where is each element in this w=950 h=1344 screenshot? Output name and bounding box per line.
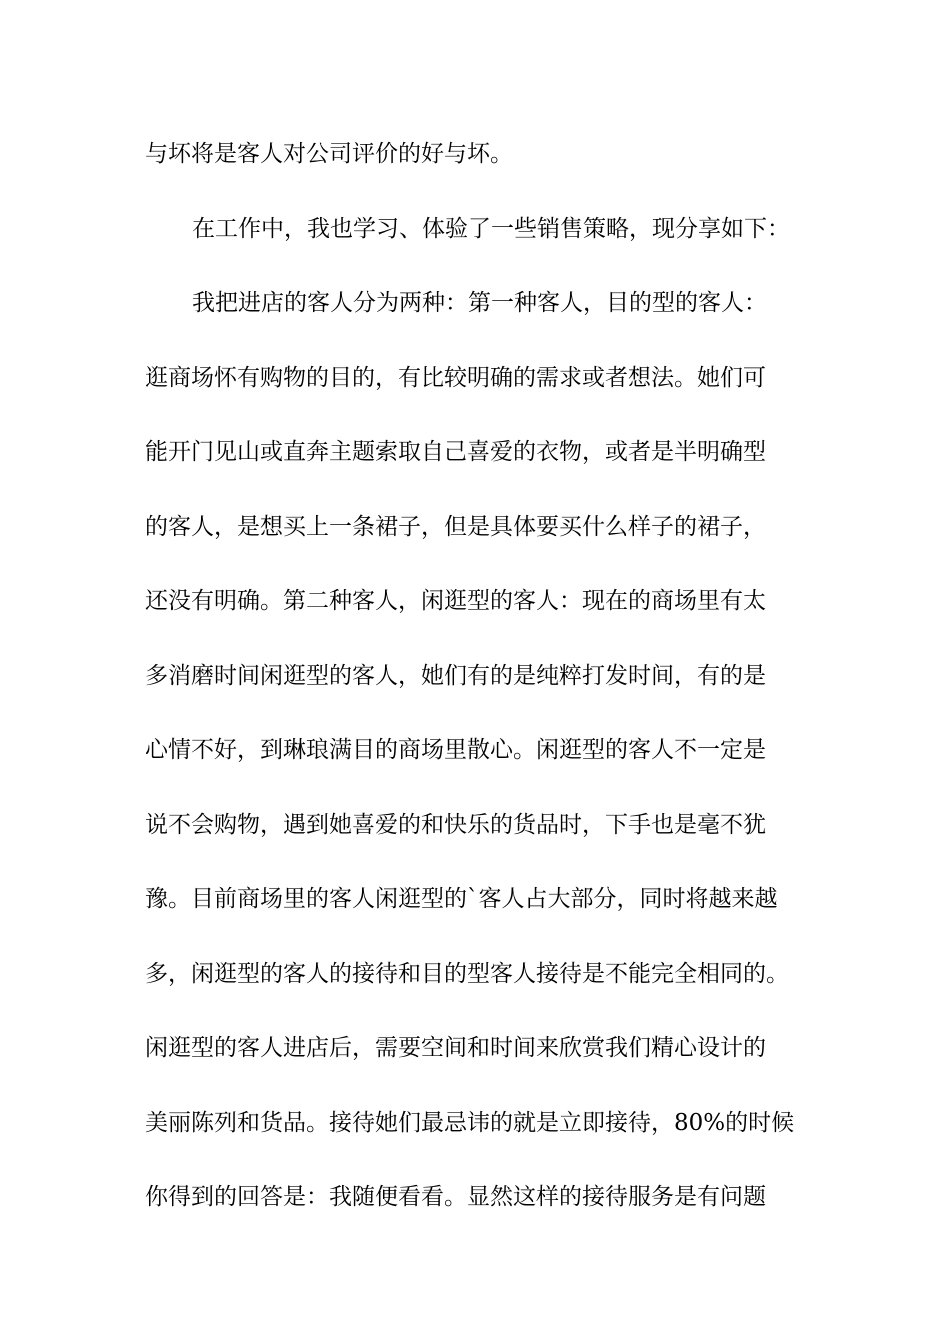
text-line-13: 闲逛型的客人进店后，需要空间和时间来欣赏我们精心设计的 (145, 1035, 766, 1061)
text-line-12: 多，闲逛型的客人的接待和目的型客人接待是不能完全相同的。 (145, 960, 789, 987)
body-text (145, 130, 825, 1248)
text-line-9: 心情不好，到琳琅满目的商场里散心。闲逛型的客人不一定是 (145, 737, 766, 763)
text-line-5: 能开门见山或直奔主题索取自己喜爱的衣物，或者是半明确型 (145, 439, 766, 465)
paragraph-line-2: 在工作中，我也学习、体验了一些销售策略，现分享如下： (192, 215, 790, 242)
text-line-11: 豫。目前商场里的客人闲逛型的`客人占大部分，同时将越来越 (145, 886, 778, 912)
paragraph-line-3: 我把进店的客人分为两种：第一种客人，目的型的客人： (192, 290, 767, 316)
text-line-15: 你得到的回答是：我随便看看。显然这样的接待服务是有问题 (145, 1184, 766, 1210)
text-line-1: 与坏将是客人对公司评价的好与坏。 (145, 141, 513, 167)
text-line-8: 多消磨时间闲逛型的客人，她们有的是纯粹打发时间，有的是 (145, 662, 766, 689)
text-line-4: 逛商场怀有购物的目的，有比较明确的需求或者想法。她们可 (145, 364, 766, 391)
text-line-6: 的客人，是想买上一条裙子，但是具体要买什么样子的裙子， (145, 513, 766, 540)
text-line-10: 说不会购物，遇到她喜爱的和快乐的货品时，下手也是毫不犹 (145, 811, 766, 838)
text-line-14: 美丽陈列和货品。接待她们最忌讳的就是立即接待，80%的时候 (145, 1109, 795, 1136)
text-line-7: 还没有明确。第二种客人，闲逛型的客人：现在的商场里有太 (145, 588, 766, 614)
